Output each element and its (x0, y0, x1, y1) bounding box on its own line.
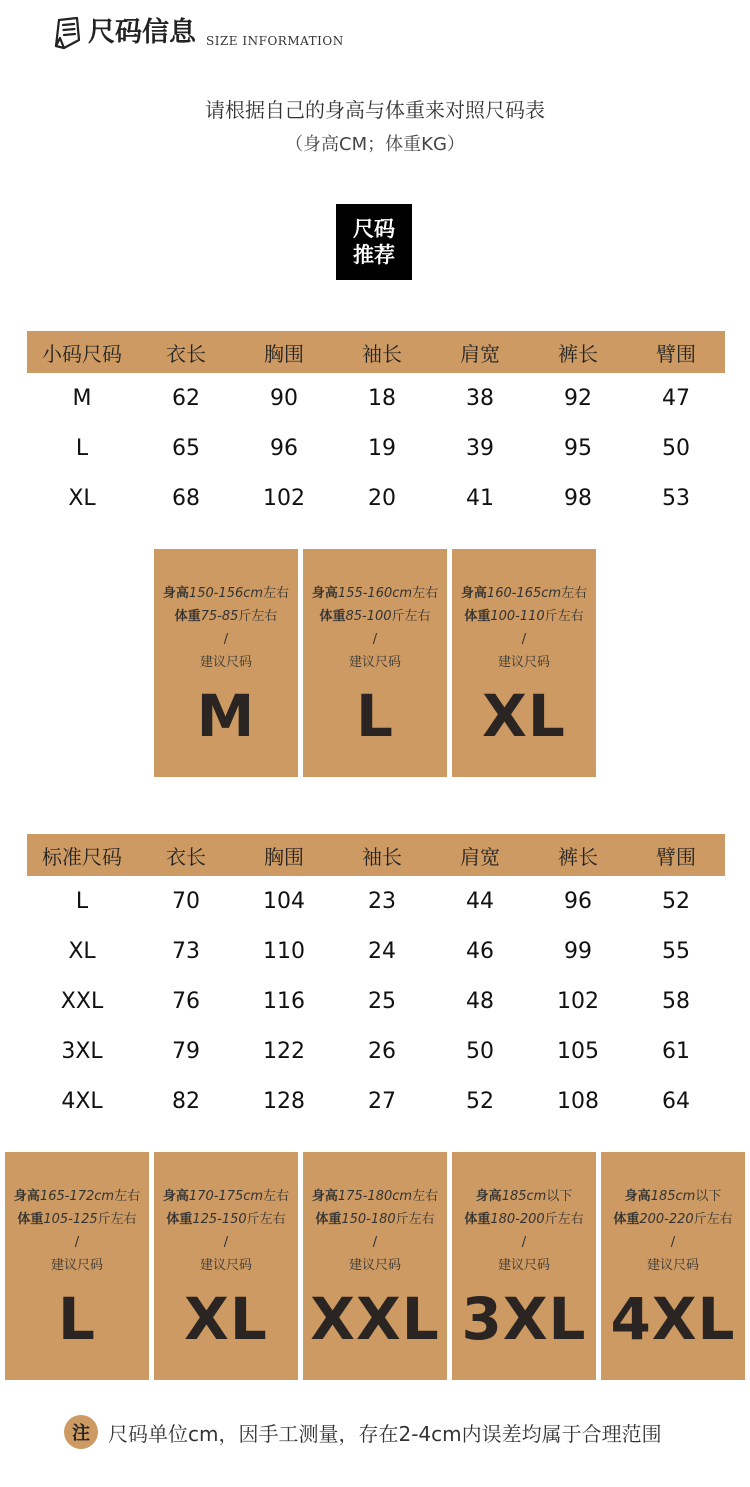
card-slash: / (521, 1235, 527, 1250)
table-cell: 105 (557, 1038, 599, 1064)
table-cell: 41 (466, 485, 494, 511)
table-cell: 3XL (61, 1038, 103, 1064)
card-height: 身高150-156cm左右 (162, 586, 290, 601)
section-header (50, 10, 344, 50)
recommend-card-l (303, 549, 447, 777)
table-cell: 52 (466, 1088, 494, 1114)
table-cell: 96 (564, 888, 592, 914)
table-header-row (27, 834, 725, 876)
table-cell: 73 (172, 938, 200, 964)
table-cell: 18 (368, 385, 396, 411)
table-cell: 98 (564, 485, 592, 511)
section-subtitle: SIZE INFORMATION (206, 34, 344, 48)
table-row (27, 423, 725, 473)
card-size: XL (482, 682, 566, 750)
standard-size-table (27, 834, 725, 1126)
table-cell: 99 (564, 938, 592, 964)
table-cell: 64 (662, 1088, 690, 1114)
card-size: XXL (310, 1285, 440, 1353)
small-size-table (27, 331, 725, 523)
table-cell: 90 (270, 385, 298, 411)
card-advice: 建议尺码 (497, 655, 550, 670)
table-cell: 44 (466, 888, 494, 914)
card-advice: 建议尺码 (348, 655, 401, 670)
table-cell: 92 (564, 385, 592, 411)
card-weight: 体重105-125斤左右 (17, 1212, 137, 1227)
table-cell: 39 (466, 435, 494, 461)
table-cell: 27 (368, 1088, 396, 1114)
table-cell: XXL (60, 988, 104, 1014)
table-header-cell: 袖长 (333, 331, 431, 373)
card-size: 3XL (461, 1285, 587, 1353)
card-size: 4XL (610, 1285, 736, 1353)
recommend-card-xl (154, 1152, 298, 1380)
table-row (27, 1076, 725, 1126)
table-cell: 102 (557, 988, 599, 1014)
card-weight: 体重100-110斤左右 (464, 609, 584, 624)
card-slash: / (372, 1235, 378, 1250)
table-cell: 68 (172, 485, 200, 511)
table-row (27, 876, 725, 926)
table-header-cell: 裤长 (529, 834, 627, 876)
card-weight: 体重150-180斤左右 (315, 1212, 435, 1227)
table-header-cell: 袖长 (333, 834, 431, 876)
table-cell: 65 (172, 435, 200, 461)
table-header-cell: 标准尺码 (27, 834, 137, 876)
table-row (27, 1026, 725, 1076)
section-title: 尺码信息 (88, 17, 196, 48)
table-row (27, 473, 725, 523)
table-cell: 47 (662, 385, 690, 411)
table-cell: 70 (172, 888, 200, 914)
recommend-badge-line2: 推荐 (353, 243, 395, 267)
card-height: 身高155-160cm左右 (311, 586, 439, 601)
card-height: 身高185cm以下 (475, 1189, 573, 1204)
card-weight: 体重200-220斤左右 (613, 1212, 733, 1227)
table-cell: 52 (662, 888, 690, 914)
table-cell: 76 (172, 988, 200, 1014)
table-cell: XL (68, 485, 96, 511)
recommend-badge (336, 204, 412, 280)
table-cell: 50 (662, 435, 690, 461)
table-cell: 19 (368, 435, 396, 461)
card-size: L (58, 1285, 96, 1353)
table-cell: 122 (263, 1038, 305, 1064)
table-row (27, 926, 725, 976)
table-cell: 58 (662, 988, 690, 1014)
table-cell: 55 (662, 938, 690, 964)
recommend-card-xxl (303, 1152, 447, 1380)
table-header-cell: 肩宽 (431, 834, 529, 876)
table-header-cell: 胸围 (235, 331, 333, 373)
card-height: 身高185cm以下 (624, 1189, 722, 1204)
card-advice: 建议尺码 (497, 1258, 550, 1273)
table-cell: 61 (662, 1038, 690, 1064)
intro-instruction: 请根据自己的身高与体重来对照尺码表 (205, 98, 545, 122)
table-cell: 23 (368, 888, 396, 914)
recommend-card-m (154, 549, 298, 777)
table-header-cell: 胸围 (235, 834, 333, 876)
table-cell: XL (68, 938, 96, 964)
table-header-cell: 臂围 (627, 331, 725, 373)
table-cell: 48 (466, 988, 494, 1014)
table-cell: 82 (172, 1088, 200, 1114)
table-cell: 102 (263, 485, 305, 511)
table-cell: 116 (263, 988, 305, 1014)
table-cell: L (75, 435, 89, 461)
table-cell: 38 (466, 385, 494, 411)
table-header-cell: 裤长 (529, 331, 627, 373)
card-advice: 建议尺码 (199, 655, 252, 670)
table-cell: L (75, 888, 89, 914)
table-header-cell: 小码尺码 (27, 331, 137, 373)
card-advice: 建议尺码 (348, 1258, 401, 1273)
card-slash: / (74, 1235, 80, 1250)
table-header-cell: 衣长 (137, 834, 235, 876)
table-cell: 4XL (61, 1088, 103, 1114)
card-weight: 体重180-200斤左右 (464, 1212, 584, 1227)
table-cell: 128 (263, 1088, 305, 1114)
card-slash: / (521, 632, 527, 647)
table-cell: 46 (466, 938, 494, 964)
card-height: 身高165-172cm左右 (13, 1189, 141, 1204)
note-icon: 注 (64, 1415, 98, 1449)
card-advice: 建议尺码 (646, 1258, 699, 1273)
recommend-badge-line1: 尺码 (353, 217, 395, 241)
card-size: M (196, 682, 256, 750)
table-cell: 79 (172, 1038, 200, 1064)
table-cell: 104 (263, 888, 305, 914)
recommend-card-xl (452, 549, 596, 777)
measurement-note (64, 1415, 662, 1449)
document-list-icon (50, 16, 82, 50)
card-slash: / (372, 632, 378, 647)
table-header-row (27, 331, 725, 373)
table-cell: 25 (368, 988, 396, 1014)
table-cell: 110 (263, 938, 305, 964)
table-cell: 108 (557, 1088, 599, 1114)
card-slash: / (223, 632, 229, 647)
intro-units: （身高CM；体重KG） (285, 134, 465, 155)
table-row (27, 373, 725, 423)
card-size: L (356, 682, 394, 750)
table-cell: 96 (270, 435, 298, 461)
card-weight: 体重75-85斤左右 (174, 609, 278, 624)
recommend-card-3xl (452, 1152, 596, 1380)
table-cell: 95 (564, 435, 592, 461)
recommend-card-4xl (601, 1152, 745, 1380)
card-weight: 体重125-150斤左右 (166, 1212, 286, 1227)
card-height: 身高170-175cm左右 (162, 1189, 290, 1204)
table-header-cell: 衣长 (137, 331, 235, 373)
table-cell: M (72, 385, 92, 411)
table-header-cell: 肩宽 (431, 331, 529, 373)
table-cell: 26 (368, 1038, 396, 1064)
card-size: XL (184, 1285, 268, 1353)
table-cell: 20 (368, 485, 396, 511)
card-height: 身高160-165cm左右 (460, 586, 588, 601)
card-slash: / (223, 1235, 229, 1250)
card-weight: 体重85-100斤左右 (319, 609, 431, 624)
card-height: 身高175-180cm左右 (311, 1189, 439, 1204)
card-advice: 建议尺码 (50, 1258, 103, 1273)
table-cell: 53 (662, 485, 690, 511)
table-cell: 62 (172, 385, 200, 411)
recommend-card-l (5, 1152, 149, 1380)
table-cell: 24 (368, 938, 396, 964)
note-text: 尺码单位cm，因手工测量，存在2-4cm内误差均属于合理范围 (108, 1421, 662, 1446)
table-header-cell: 臂围 (627, 834, 725, 876)
card-advice: 建议尺码 (199, 1258, 252, 1273)
table-row (27, 976, 725, 1026)
table-cell: 50 (466, 1038, 494, 1064)
card-slash: / (670, 1235, 676, 1250)
